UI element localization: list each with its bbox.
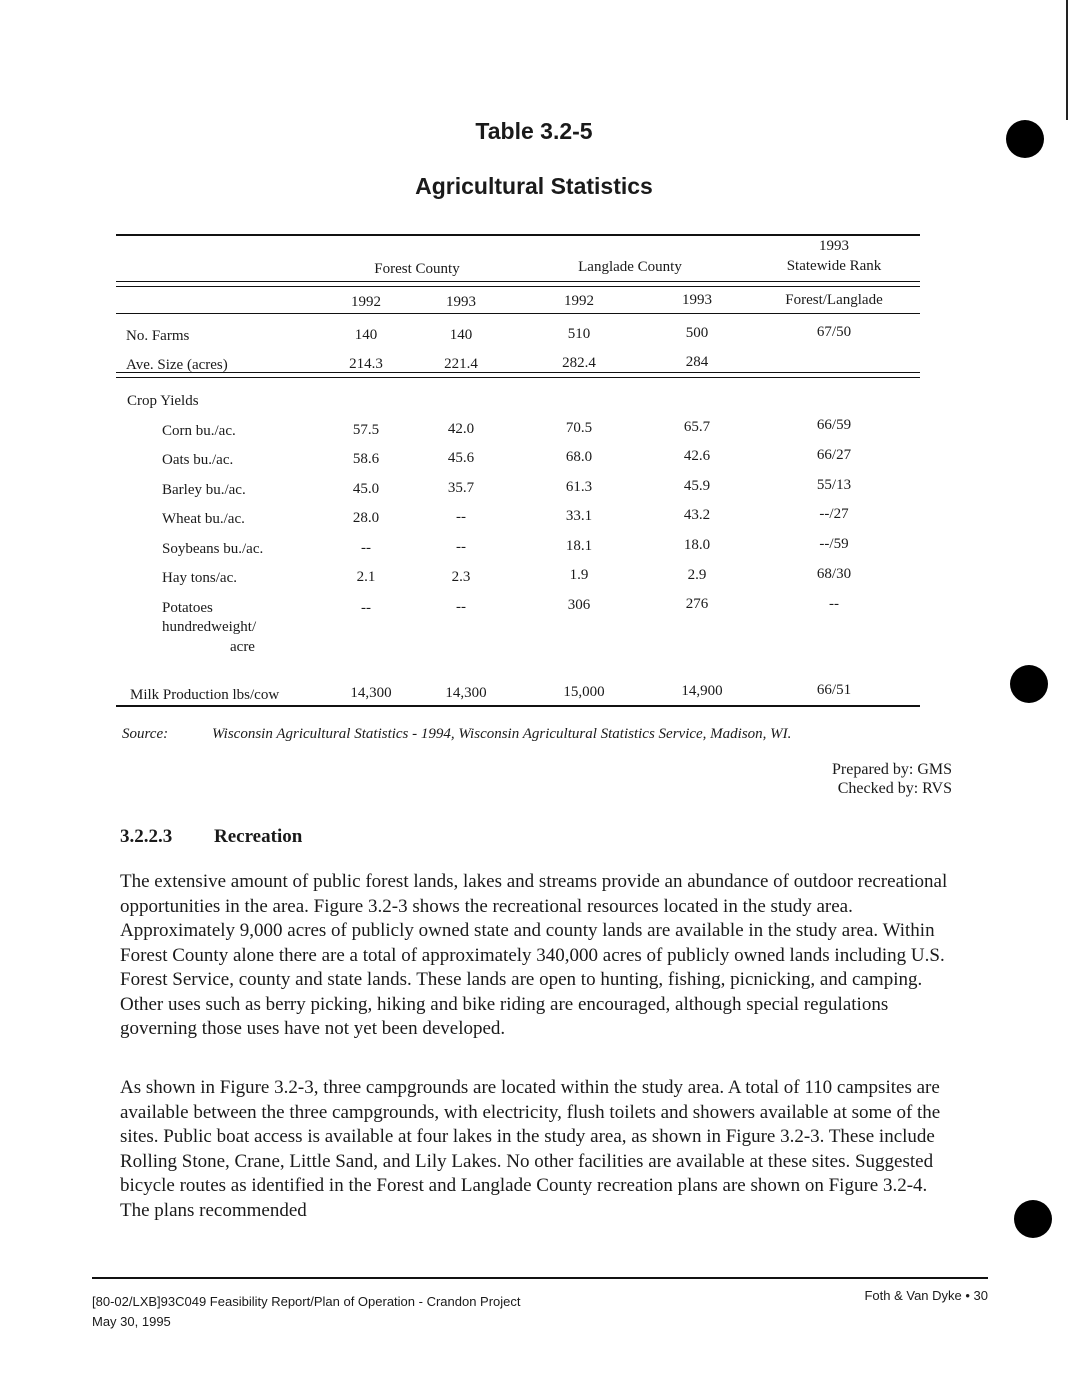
paragraph-recreation-1: The extensive amount of public forest lands, lakes and streams provide an abundance of outdoor recreational opportunities in the area. Figure 3.2-3 shows the recreational resources located in the study area. Approximately 9,000 acres of publicly owned state and county lands are available in the study area. Within Forest County alone there are a total of approximately 340,000 acres of publicly owned lands including U.S. Forest Service, county and state lands. These lands are open to hunting, fishing, picnicking, and camping. Other uses such as berry picking, hiking and bike riding are encouraged, although special regulations governing those uses have not yet been developed.: [120, 871, 948, 1039]
table-cell-rank: 67/50: [816, 324, 852, 340]
table-cell-rank: 66/59: [816, 417, 852, 433]
table-cell: 282.4: [562, 355, 596, 371]
rank-subheader: Forest/Langlade: [785, 292, 883, 308]
header-double-rule: [116, 281, 920, 287]
table-cell: 284: [685, 354, 709, 370]
section-title: Recreation: [214, 826, 303, 847]
table-cell: 58.6: [352, 451, 380, 467]
table-cell: 2.3: [451, 569, 471, 585]
table-cell: 18.1: [565, 538, 593, 554]
header-bottom-rule: [116, 313, 920, 314]
table-cell: 45.6: [447, 450, 475, 466]
header-rank-year: 1993: [819, 238, 849, 254]
table-source: [122, 726, 791, 743]
table-cell: 14,300: [445, 685, 487, 701]
table-cell: --: [456, 599, 466, 615]
crop-yields-label: Crop Yields: [127, 393, 199, 409]
footer-company-page: Foth & Van Dyke • 30: [864, 1288, 988, 1303]
table-cell: 70.5: [565, 420, 593, 436]
footer-rule: [92, 1277, 988, 1279]
binder-hole-bottom: [1014, 1200, 1052, 1238]
header-statewide-rank: Statewide Rank: [786, 258, 882, 274]
table-cell: --: [456, 539, 466, 555]
header-langlade-county: Langlade County: [578, 259, 682, 275]
table-cell: 43.2: [683, 507, 711, 523]
table-cell: 14,300: [350, 685, 392, 701]
section-number: 3.2.2.3: [120, 826, 173, 847]
table-cell-rank: --/59: [819, 536, 849, 552]
source-label: Source:: [122, 726, 169, 742]
table-cell: 61.3: [565, 479, 593, 495]
row-label-barley: Barley bu./ac.: [162, 482, 246, 498]
table-cell: 18.0: [683, 537, 711, 553]
table-cell: 140: [449, 327, 473, 343]
table-cell-rank: 55/13: [816, 477, 852, 493]
table-cell-rank: 66/27: [816, 447, 852, 463]
row-label-milk: Milk Production lbs/cow: [130, 687, 280, 703]
row-label-wheat: Wheat bu./ac.: [162, 511, 245, 527]
row-label-ave-size: Ave. Size (acres): [126, 357, 228, 373]
row-label-oats: Oats bu./ac.: [162, 452, 234, 468]
table-cell-rank: 66/51: [816, 682, 852, 698]
footer-doc-ref: [80-02/LXB]93C049 Feasibility Report/Plan of Operation - Crandon Project: [92, 1294, 521, 1309]
table-cell: 1.9: [569, 567, 589, 583]
row-label-potatoes-unit2: acre: [230, 639, 255, 655]
table-cell: 306: [567, 597, 591, 613]
table-cell: --: [361, 600, 371, 616]
table-cell: 65.7: [683, 419, 711, 435]
year-header: 1993: [446, 294, 476, 310]
table-cell: 214.3: [349, 356, 383, 372]
source-text: Wisconsin Agricultural Statistics - 1994, Wisconsin Agricultural Statistics Service, Madison, WI.: [212, 726, 792, 742]
table-cell: 42.0: [447, 421, 475, 437]
row-label-soybeans: Soybeans bu./ac.: [162, 541, 264, 557]
table-title: Table 3.2-5: [475, 118, 593, 144]
table-cell: 2.1: [356, 569, 376, 585]
table-cell-rank: --/27: [819, 506, 849, 522]
prepared-by: Prepared by: GMS: [832, 761, 952, 778]
table-cell: 221.4: [444, 356, 478, 372]
footer-date: May 30, 1995: [92, 1314, 171, 1329]
table-cell: 276: [685, 596, 709, 612]
table-cell: 2.9: [687, 567, 707, 583]
row-label-corn: Corn bu./ac.: [162, 423, 236, 439]
year-header: 1992: [351, 294, 381, 310]
year-header: 1992: [564, 293, 594, 309]
table-cell: 140: [354, 327, 378, 343]
table-cell: 14,900: [681, 683, 723, 699]
table-cell: 42.6: [683, 448, 711, 464]
table-cell: 45.0: [352, 481, 380, 497]
table-bottom-rule: [116, 705, 920, 707]
table-cell: 500: [685, 325, 709, 341]
table-cell-rank: 68/30: [816, 566, 852, 582]
section-double-rule: [116, 372, 920, 378]
section-heading: [120, 826, 302, 848]
table-cell: 33.1: [565, 508, 593, 524]
table-cell-rank: --: [829, 596, 839, 612]
table-top-rule: [116, 234, 920, 236]
table-cell: 68.0: [565, 449, 593, 465]
binder-hole-middle: [1010, 665, 1048, 703]
paragraph-recreation-2: As shown in Figure 3.2-3, three campgrounds are located within the study area. A total of 110 campsites are available between the three campgrounds, with electricity, flush toilets and showers available at some of the sites. Public boat access is available at four lakes in the study area, as shown in Figure 3.2-3. These include Rolling Stone, Crane, Little Sand, and Lily Lakes. No other facilities are available at these sites. Suggested bicycle routes as identified in the Forest and Langlade County recreation plans are shown on Figure 3.2-4. The plans recommended: [120, 1077, 941, 1221]
header-forest-county: Forest County: [374, 261, 460, 277]
row-label-potatoes-unit: hundredweight/: [162, 619, 257, 635]
table-cell: 15,000: [563, 684, 605, 700]
table-subtitle: Agricultural Statistics: [415, 173, 653, 199]
table-cell: --: [456, 509, 466, 525]
table-cell: 510: [567, 326, 591, 342]
table-cell: --: [361, 540, 371, 556]
table-cell: 45.9: [683, 478, 711, 494]
checked-by: Checked by: RVS: [837, 780, 952, 797]
table-cell: 35.7: [447, 480, 475, 496]
year-header: 1993: [682, 292, 712, 308]
row-label-potatoes: Potatoes: [162, 600, 213, 616]
row-label-hay: Hay tons/ac.: [162, 570, 237, 586]
table-cell: 28.0: [352, 510, 380, 526]
table-cell: 57.5: [352, 422, 380, 438]
row-label-farms: No. Farms: [126, 328, 190, 344]
